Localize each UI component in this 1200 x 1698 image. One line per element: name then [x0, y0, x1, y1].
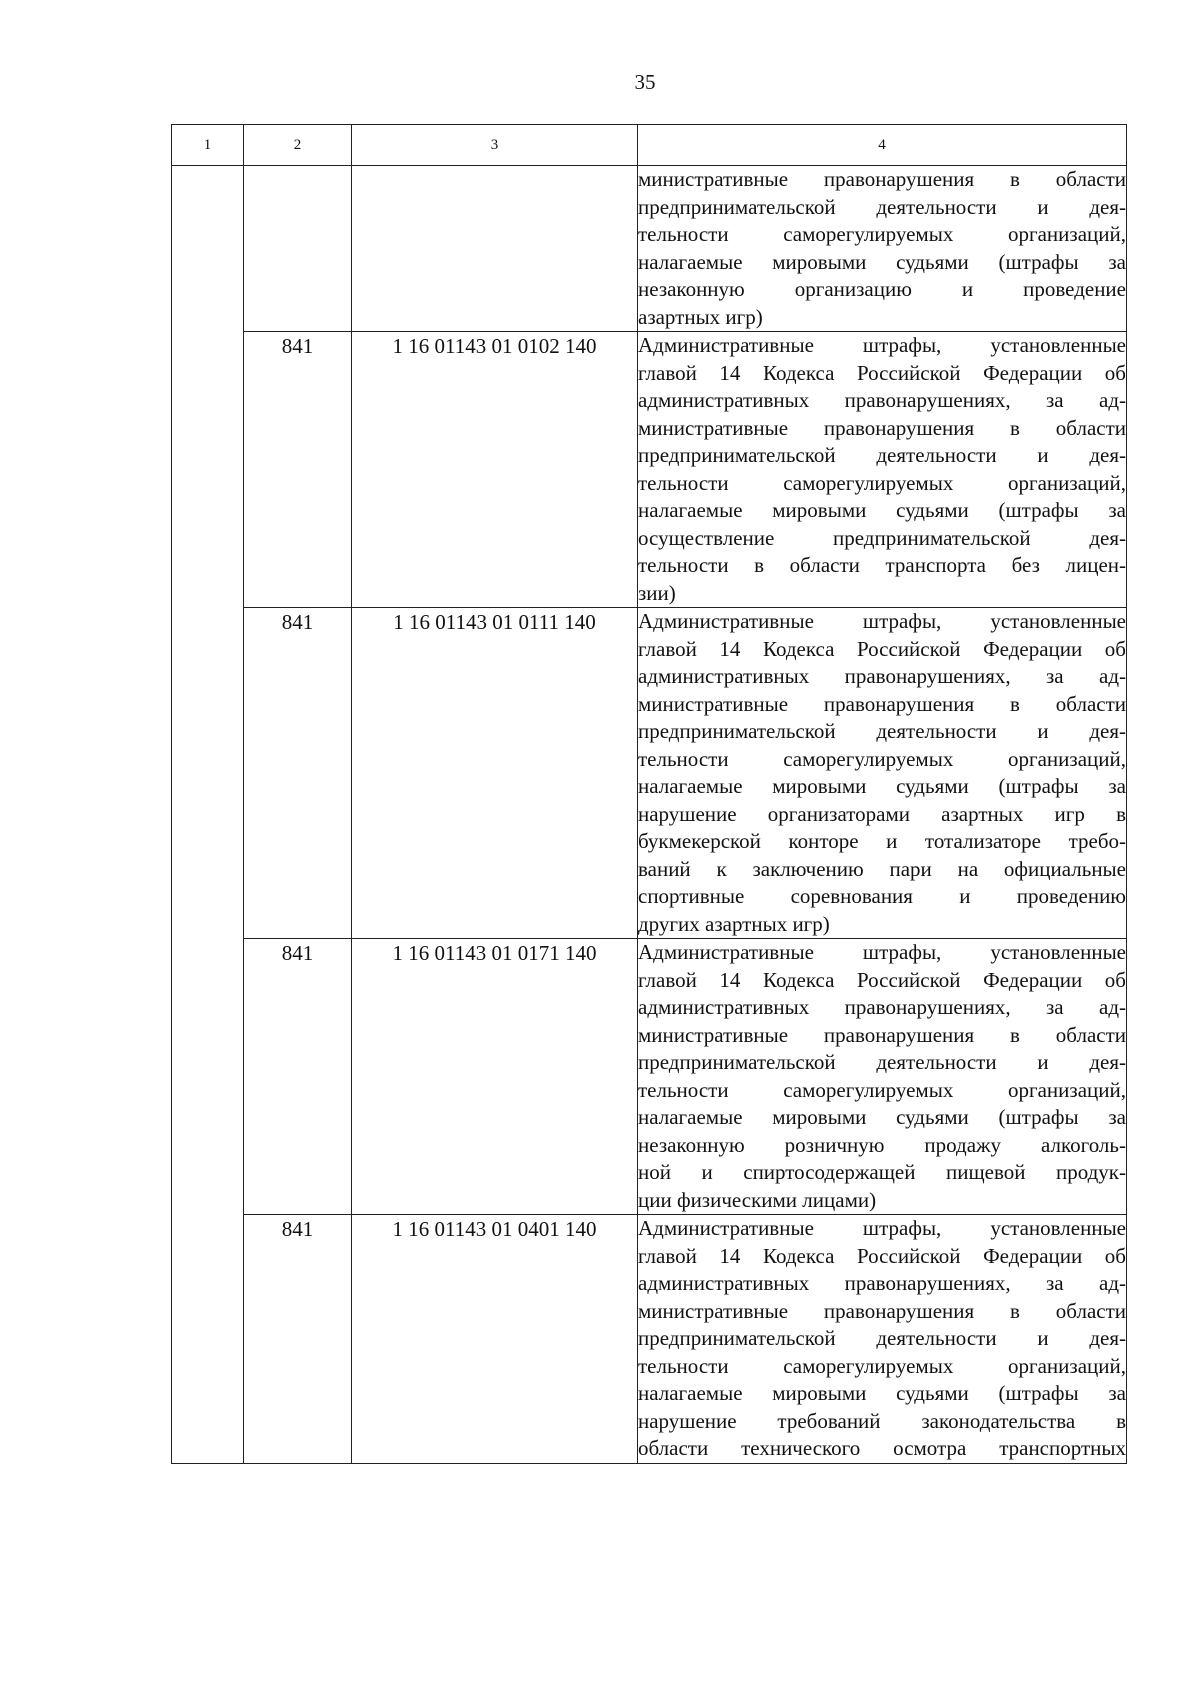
description-line: осуществление предпринимательской дея- [638, 525, 1126, 550]
description-line: тельности саморегулируемых организаций, [638, 746, 1126, 771]
description-line: главой 14 Кодекса Российской Федерации об [638, 1243, 1126, 1268]
description-line: букмекерской конторе и тотализаторе требо- [638, 829, 1126, 853]
budget-codes-table [171, 124, 1127, 1464]
description-line: незаконную розничную продажу алкоголь- [638, 1132, 1126, 1157]
budget-classification-code: 1 16 01143 01 0102 140 [352, 332, 638, 608]
table-row-continuation [172, 166, 1127, 332]
description-line: налагаемые мировыми судьями (штрафы за [638, 774, 1126, 798]
budget-classification-code: 1 16 01143 01 0401 140 [352, 1215, 638, 1464]
description-line: предпринимательской деятельности и дея- [638, 443, 1126, 467]
description-line: налагаемые мировыми судьями (штрафы за [638, 249, 1126, 274]
description-line: министративные правонарушения в области [638, 1298, 1126, 1323]
description-line: министративные правонарушения в области [638, 691, 1126, 716]
description-line: предпринимательской деятельности и дея- [638, 719, 1126, 743]
description-line: ной и спиртосодержащей пищевой продук- [638, 1160, 1126, 1184]
description-line: административных правонарушениях, за ад- [638, 664, 1126, 688]
description-line: предпринимательской деятельности и дея- [638, 1326, 1126, 1350]
table-row [172, 939, 1127, 1215]
column-header-1: 1 [172, 125, 244, 166]
description-line: тельности саморегулируемых организаций, [638, 470, 1126, 495]
description-line: налагаемые мировыми судьями (штрафы за [638, 498, 1126, 522]
description-cell [638, 1215, 1127, 1464]
table-row [172, 332, 1127, 608]
admin-cell [244, 166, 352, 332]
description-line: министративные правонарушения в области [638, 1022, 1126, 1047]
description-line: главой 14 Кодекса Российской Федерации об [638, 967, 1126, 992]
column-header-4: 4 [638, 125, 1127, 166]
description-line: Административные штрафы, установленные [638, 940, 1126, 964]
description-line: главой 14 Кодекса Российской Федерации об [638, 360, 1126, 385]
description-line: министративные правонарушения в области [638, 167, 1126, 191]
description-line: тельности саморегулируемых организаций, [638, 222, 1126, 246]
admin-code: 841 [244, 332, 352, 608]
description-line: тельности саморегулируемых организаций, [638, 1353, 1126, 1378]
description-cell [638, 332, 1127, 608]
description-cell [638, 608, 1127, 939]
column-header-2: 2 [244, 125, 352, 166]
description-cell [638, 166, 1127, 332]
description-cell [638, 939, 1127, 1215]
description-line: предпринимательской деятельности и дея- [638, 194, 1126, 219]
description-line: ваний к заключению пари на официальные [638, 856, 1126, 881]
description-line: налагаемые мировыми судьями (штрафы за [638, 1381, 1126, 1405]
description-line: административных правонарушениях, за ад- [638, 995, 1126, 1019]
column-number-row [172, 125, 1127, 166]
table-row [172, 608, 1127, 939]
admin-code: 841 [244, 939, 352, 1215]
description-line: Административные штрафы, установленные [638, 1216, 1126, 1240]
admin-code: 841 [244, 1215, 352, 1464]
code-cell [352, 166, 638, 332]
description-line: других азартных игр) [638, 911, 830, 936]
description-line: азартных игр) [638, 304, 763, 329]
admin-code: 841 [244, 608, 352, 939]
description-line: тельности саморегулируемых организаций, [638, 1077, 1126, 1102]
description-line: Административные штрафы, установленные [638, 333, 1126, 357]
table-row [172, 1215, 1127, 1464]
description-line: министративные правонарушения в области [638, 415, 1126, 440]
description-line: зии) [638, 580, 676, 605]
description-line: налагаемые мировыми судьями (штрафы за [638, 1105, 1126, 1129]
budget-classification-code: 1 16 01143 01 0171 140 [352, 939, 638, 1215]
description-line: спортивные соревнования и проведению [638, 884, 1126, 908]
budget-classification-code: 1 16 01143 01 0111 140 [352, 608, 638, 939]
group-cell [172, 166, 244, 1464]
description-line: Административные штрафы, установленные [638, 609, 1126, 633]
description-line: нарушение требований законодательства в [638, 1408, 1126, 1433]
description-line: административных правонарушениях, за ад- [638, 388, 1126, 412]
description-line: ции физическими лицами) [638, 1187, 877, 1212]
description-line: области технического осмотра транспортных [638, 1436, 1126, 1460]
description-line: нарушение организаторами азартных игр в [638, 801, 1126, 826]
column-header-3: 3 [352, 125, 638, 166]
page-number: 35 [634, 70, 656, 94]
description-line: предпринимательской деятельности и дея- [638, 1050, 1126, 1074]
description-line: тельности в области транспорта без лицен- [638, 553, 1126, 577]
description-line: главой 14 Кодекса Российской Федерации об [638, 636, 1126, 661]
description-line: административных правонарушениях, за ад- [638, 1271, 1126, 1295]
description-line: незаконную организацию и проведение [638, 277, 1126, 301]
